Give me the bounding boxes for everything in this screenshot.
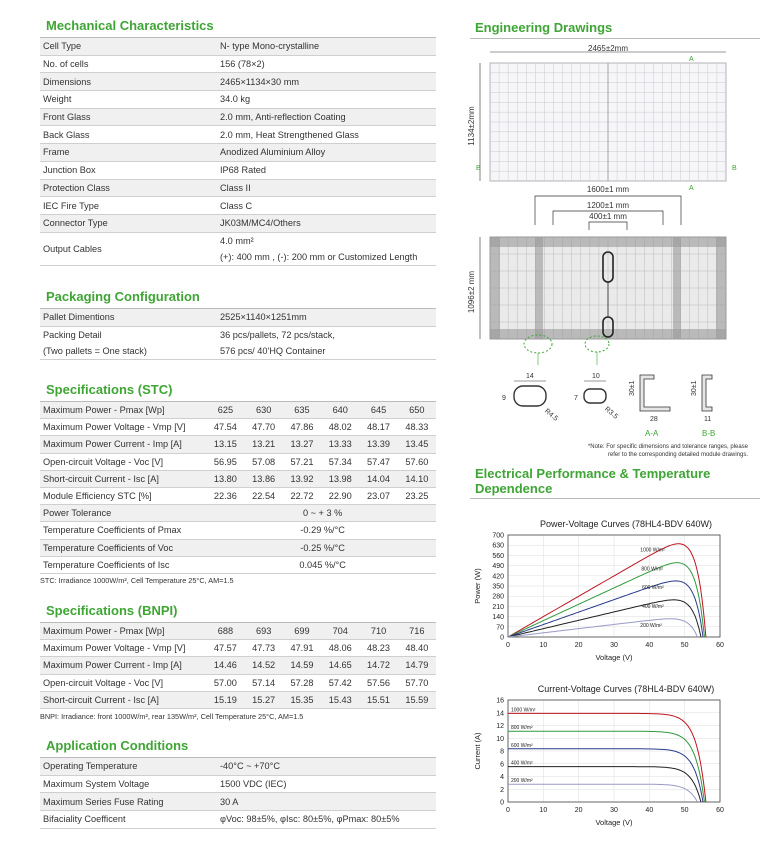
spec-value: 15.59 [398,691,436,708]
spec-value: -0.29 %/°C [206,522,436,539]
aa-label: A-A [645,429,659,438]
table-row [40,436,436,453]
spec-value: 699 [283,623,321,640]
spec-value: 13.15 [206,436,244,453]
packaging-table [40,309,436,360]
x-tick-label: 60 [716,807,724,814]
spec-value: 2465×1134×30 mm [217,73,436,91]
packing-detail-value1: 36 pcs/pallets, 72 pcs/stack, [220,329,335,340]
spec-value: -40°C ~ +70°C [217,758,436,775]
spec-label: Connector Type [40,214,217,232]
spec-value: 0 ~ + 3 % [206,505,436,522]
spec-label: Temperature Coefficients of Pmax [40,522,206,539]
series-label: 800 W/m² [511,725,533,732]
y-tick-label: 280 [492,593,504,601]
table-row [40,214,436,232]
spec-value: 30 A [217,793,436,811]
table-row [40,161,436,179]
spec-value: 13.98 [321,470,359,487]
table-row [40,758,436,775]
x-tick-label: 40 [645,642,654,649]
spec-value: 15.19 [206,691,244,708]
spec-value: 688 [206,623,244,640]
table-row [40,691,436,708]
y-tick-label: 630 [492,542,504,550]
table-row [40,126,436,144]
spec-value: 13.27 [283,436,321,453]
spec-value: 48.17 [359,419,397,436]
spec-value: 14.59 [283,657,321,674]
spec-value: 13.21 [245,436,283,453]
spec-value: 57.00 [206,674,244,691]
spec-label: Frame [40,144,217,162]
spec-value: 57.21 [283,453,321,470]
spec-value: 13.39 [359,436,397,453]
table-row [40,556,436,573]
section-b-right-label: B [732,165,737,172]
chart-title: Power-Voltage Curves (78HL4-BDV 640W) [539,519,713,529]
spec-value: 57.56 [359,674,397,691]
spec-value: 23.07 [359,487,397,504]
spec-value: 48.33 [398,419,436,436]
y-tick-label: 16 [496,697,504,705]
x-tick-label: 10 [539,642,548,649]
spec-value: 14.10 [398,470,436,487]
y-tick-label: 350 [492,583,504,591]
dim-400-line [589,222,627,230]
y-tick-label: 560 [492,552,504,560]
spec-value: 47.86 [283,419,321,436]
spec-label: Short-circuit Current - Isc [A] [40,470,206,487]
spec-value: 2.0 mm, Anti-reflection Coating [217,108,436,126]
dim-1200-text: 1200±1 mm [586,201,630,210]
spec-value: 57.28 [283,674,321,691]
spec-value: 645 [359,402,397,419]
table-row [40,793,436,811]
spec-value: 48.23 [359,640,397,657]
spec-value [217,232,436,265]
spec-value: 14.52 [245,657,283,674]
spec-value: 0.045 %/°C [206,556,436,573]
packing-detail-sublabel: (Two pallets = One stack) [43,345,147,356]
spec-value: 57.47 [359,453,397,470]
y-tick-label: 70 [496,624,504,632]
spec-value: 48.06 [321,640,359,657]
cables-value1: 4.0 mm² [220,235,254,246]
electrical-title: Electrical Performance & Temperature Dependence [475,466,711,496]
spec-value: Anodized Aluminium Alloy [217,144,436,162]
spec-value: 57.14 [245,674,283,691]
series-label: 1000 W/m² [511,707,536,714]
section-a-top-label: A [689,56,694,63]
spec-value: 156 (78×2) [217,55,436,73]
spec-value: 56.95 [206,453,244,470]
spec-value: 14.72 [359,657,397,674]
spec-value: 13.80 [206,470,244,487]
mechanical-table [40,38,436,266]
d28-text: 28 [650,416,658,423]
table-row [40,775,436,793]
y-tick-label: 8 [500,748,504,756]
cables-value2: (+): 400 mm , (-): 200 mm or Customized Length [220,251,418,262]
bnpi-title: Specifications (BNPI) [40,603,436,623]
spec-value: 47.54 [206,419,244,436]
spec-label: Maximum Power - Pmax [Wp] [40,623,206,640]
y-tick-label: 6 [500,761,504,769]
drawings-divider [470,38,760,39]
y-tick-label: 490 [492,563,504,571]
table-row [40,487,436,504]
d7-text: 7 [574,395,578,402]
packing-detail-label: Packing Detail [43,329,102,340]
spec-value: Class II [217,179,436,197]
spec-value: 57.70 [398,674,436,691]
bnpi-table [40,623,436,709]
spec-value: 47.70 [245,419,283,436]
x-axis-label: Voltage (V) [595,653,633,662]
y-tick-label: 14 [496,710,504,718]
spec-label: Protection Class [40,179,217,197]
y-tick-label: 2 [500,786,504,794]
y-axis-label: Current (A) [473,732,482,770]
engineering-drawing [467,40,760,460]
spec-value: 47.91 [283,640,321,657]
y-tick-label: 420 [492,573,504,581]
table-row [40,470,436,487]
spec-label: Temperature Coefficients of Isc [40,556,206,573]
x-tick-label: 0 [506,807,510,814]
spec-label: Maximum System Voltage [40,775,217,793]
width-dim-text: 2465±2mm [588,44,628,53]
table-row [40,108,436,126]
spec-value: φVoc: 98±5%, φIsc: 80±5%, φPmax: 80±5% [217,811,436,829]
spec-value: 23.25 [398,487,436,504]
pallet-value: 2525×1140×1251mm [217,309,436,326]
spec-label: Open-circuit Voltage - Voc [V] [40,674,206,691]
table-row [40,197,436,215]
spec-value: 1500 VDC (IEC) [217,775,436,793]
spec-label: Maximum Series Fuse Rating [40,793,217,811]
spec-label: Bifaciality Coefficent [40,811,217,829]
table-row [40,623,436,640]
spec-value: 57.60 [398,453,436,470]
spec-value: Class C [217,197,436,215]
spec-label: Short-circuit Current - Isc [A] [40,691,206,708]
r45-text: R4.5 [543,407,559,423]
application-title: Application Conditions [40,738,436,758]
spec-label: Operating Temperature [40,758,217,775]
table-row [40,811,436,829]
electrical-divider [470,498,760,499]
y-tick-label: 0 [500,799,504,807]
d30a-text: 30±1 [629,380,636,396]
spec-value: 57.42 [321,674,359,691]
table-row [40,55,436,73]
stc-title: Specifications (STC) [40,382,436,402]
table-row [40,453,436,470]
spec-value: 48.40 [398,640,436,657]
dim-1600-text: 1600±1 mm [586,185,630,194]
table-row [40,505,436,522]
spec-value: IP68 Rated [217,161,436,179]
table-row [40,179,436,197]
x-tick-label: 50 [680,642,689,649]
spec-value: -0.25 %/°C [206,539,436,556]
y-tick-label: 700 [492,532,504,540]
spec-value: 57.08 [245,453,283,470]
x-tick-label: 20 [574,807,583,814]
d10-text: 10 [592,373,600,380]
spec-value: 57.34 [321,453,359,470]
series-label: 600 W/m² [511,742,533,749]
d14-text: 14 [526,373,534,380]
series-label: 200 W/m² [640,622,662,629]
height-dim-text: 1134±2mm [467,106,476,146]
table-row [40,309,436,326]
drawings-title: Engineering Drawings [475,20,613,35]
application-table [40,758,436,829]
y-tick-label: 4 [500,774,504,781]
x-tick-label: 30 [610,807,618,814]
spec-value: 22.54 [245,487,283,504]
x-tick-label: 10 [539,807,548,814]
table-row [40,402,436,419]
series-line [508,619,697,637]
spec-value: 716 [398,623,436,640]
mounting-hole-slot [514,386,546,406]
x-tick-label: 0 [506,642,510,649]
spec-value: 693 [245,623,283,640]
spec-label: No. of cells [40,55,217,73]
spec-label: Maximum Power Voltage - Vmp [V] [40,640,206,657]
drawing-note-line2: refer to the corresponding detailed module drawings. [607,452,748,458]
spec-value: 22.90 [321,487,359,504]
table-row [40,73,436,91]
spec-value: 650 [398,402,436,419]
spec-value: 15.51 [359,691,397,708]
series-label: 600 W/m² [642,584,664,591]
x-axis-label: Voltage (V) [595,818,633,827]
x-tick-label: 40 [645,807,654,814]
spec-value: 15.43 [321,691,359,708]
spec-value: 47.57 [206,640,244,657]
stc-table [40,402,436,574]
spec-value: 48.02 [321,419,359,436]
spec-value: 13.33 [321,436,359,453]
spec-label: Weight [40,91,217,109]
spec-value: 13.86 [245,470,283,487]
spec-value: 710 [359,623,397,640]
spec-value: 14.65 [321,657,359,674]
spec-value: 14.04 [359,470,397,487]
spec-value: 14.46 [206,657,244,674]
spec-value: 2.0 mm, Heat Strengthened Glass [217,126,436,144]
chart-title: Current-Voltage Curves (78HL4-BDV 640W) [537,684,715,694]
section-b-left-label: B [476,165,481,172]
frame-profile-aa [640,375,670,411]
spec-value: N- type Mono-crystalline [217,38,436,55]
table-row [40,522,436,539]
table-row [40,539,436,556]
series-label: 1000 W/m² [640,547,665,554]
series-label: 800 W/m² [641,566,664,573]
frame-profile-bb [702,375,712,411]
power-voltage-chart [470,515,760,665]
section-a-bottom-label: A [689,185,694,192]
y-tick-label: 10 [496,735,504,743]
series-label: 200 W/m² [511,778,533,785]
table-row [40,419,436,436]
table-row [40,657,436,674]
y-tick-label: 0 [500,634,504,642]
series-line [508,581,703,637]
bnpi-note: BNPI: Irradiance: front 1000W/m², rear 135W/m², Cell Temperature 25°C, AM=1.5 [40,712,304,721]
bb-label: B-B [702,429,716,438]
spec-label: Dimensions [40,73,217,91]
spec-value: 15.35 [283,691,321,708]
spec-value: 34.0 kg [217,91,436,109]
spec-label: IEC Fire Type [40,197,217,215]
spec-value: JK03M/MC4/Others [217,214,436,232]
r35-text: R3.5 [603,405,619,421]
dim-1096-text: 1096±2 mm [467,270,476,314]
spec-label: Maximum Power Voltage - Vmp [V] [40,419,206,436]
spec-value: 15.27 [245,691,283,708]
y-tick-label: 140 [492,614,504,622]
spec-value: 630 [245,402,283,419]
spec-value: 14.79 [398,657,436,674]
series-line [508,713,706,802]
spec-value: 635 [283,402,321,419]
spec-label: Output Cables [40,232,217,265]
grounding-hole-slot [584,389,606,403]
table-row [40,91,436,109]
packaging-title: Packaging Configuration [40,289,436,309]
spec-value: 22.36 [206,487,244,504]
x-tick-label: 60 [716,642,724,649]
stc-note: STC: Irradiance 1000W/m², Cell Temperature 25°C, AM=1.5 [40,576,234,585]
pallet-label: Pallet Dimentions [40,309,217,326]
spec-label: Temperature Coefficients of Voc [40,539,206,556]
spec-value: 47.73 [245,640,283,657]
table-row [40,38,436,55]
table-row [40,326,436,359]
spec-label: Power Tolerance [40,505,206,522]
table-row [40,674,436,691]
spec-value: 13.92 [283,470,321,487]
table-row [40,144,436,162]
spec-value: 22.72 [283,487,321,504]
spec-label: Maximum Power Current - Imp [A] [40,657,206,674]
series-label: 400 W/m² [642,603,664,610]
spec-label: Back Glass [40,126,217,144]
y-axis-label: Power (W) [473,568,482,604]
mechanical-title: Mechanical Characteristics [40,18,436,38]
table-row [40,640,436,657]
table-row [40,232,436,265]
spec-label: Maximum Power - Pmax [Wp] [40,402,206,419]
d9-text: 9 [502,395,506,402]
spec-value: 640 [321,402,359,419]
series-label: 400 W/m² [511,760,533,767]
spec-value: 625 [206,402,244,419]
y-tick-label: 210 [492,603,504,611]
series-line [508,749,703,802]
spec-label: Front Glass [40,108,217,126]
dim-400-text: 400±1 mm [589,212,627,221]
spec-label: Maximum Power Current - Imp [A] [40,436,206,453]
series-line [508,784,697,802]
spec-value: 13.45 [398,436,436,453]
spec-label: Cell Type [40,38,217,55]
drawing-note-line1: *Note: For specific dimensions and tolerance ranges, please [587,444,748,450]
current-voltage-chart [470,680,760,830]
spec-value: 704 [321,623,359,640]
d30b-text: 30±1 [691,380,698,396]
spec-label: Junction Box [40,161,217,179]
y-tick-label: 12 [496,723,504,730]
x-tick-label: 50 [680,807,689,814]
d11-text: 11 [704,416,712,423]
spec-label: Open-circuit Voltage - Voc [V] [40,453,206,470]
x-tick-label: 30 [610,642,618,649]
packing-detail-value2: 576 pcs/ 40'HQ Container [220,345,326,356]
x-tick-label: 20 [574,642,583,649]
spec-label: Module Efficiency STC [%] [40,487,206,504]
